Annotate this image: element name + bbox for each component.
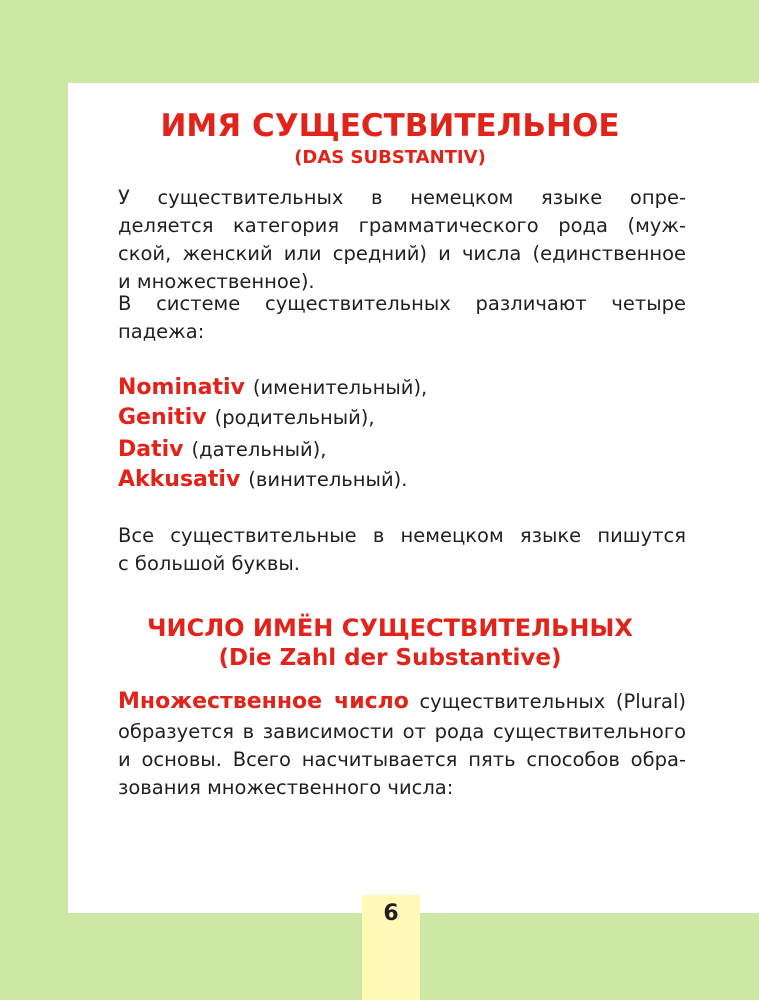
page-subtitle: (DAS SUBSTANTIV) [294, 147, 486, 168]
para1-line: деляется категория грамматического рода (муж- [118, 214, 686, 237]
case-de: Genitiv [118, 405, 207, 430]
case-ru: (именительный), [252, 376, 428, 399]
section-heading: ЧИСЛО ИМЁН СУЩЕСТВИТЕЛЬНЫХ [147, 614, 633, 642]
para3-line: Все существительные в немецком языке пишутся [118, 524, 686, 547]
section-subheading: (Die Zahl der Substantive) [218, 645, 562, 671]
case-item [118, 465, 407, 495]
case-item [118, 373, 427, 403]
para2-line: падежа: [118, 320, 205, 343]
para1-line: и множественное). [118, 270, 315, 293]
para1-line: У существительных в немецком языке опре- [118, 186, 686, 209]
page-number: 6 [383, 901, 399, 926]
para4-line: образуется в зависимости от рода существительного [118, 720, 686, 743]
para1-line: ской, женский или средний) и числа (единственное [118, 242, 686, 265]
page-number-box [362, 895, 420, 1000]
case-item [118, 435, 327, 465]
para2-line: В системе существительных различают четыре [118, 292, 686, 315]
para4-text: существительных (Plural) [408, 690, 686, 713]
case-de: Akkusativ [118, 467, 241, 492]
case-ru: (дательный), [191, 438, 327, 461]
para4-line: и основы. Всего насчитывается пять способов обра- [118, 748, 686, 771]
para4-line: зования множественного числа: [118, 776, 454, 799]
case-ru: (родительный), [214, 406, 375, 429]
page-title: ИМЯ СУЩЕСТВИТЕЛЬНОЕ [160, 108, 620, 144]
case-de: Nominativ [118, 375, 245, 400]
case-ru: (винительный). [248, 468, 408, 491]
para3-line: с большой буквы. [118, 552, 300, 575]
case-item [118, 403, 375, 433]
para4-lead: Множественное число [118, 689, 409, 714]
case-de: Dativ [118, 437, 184, 462]
para4-line [118, 688, 686, 716]
